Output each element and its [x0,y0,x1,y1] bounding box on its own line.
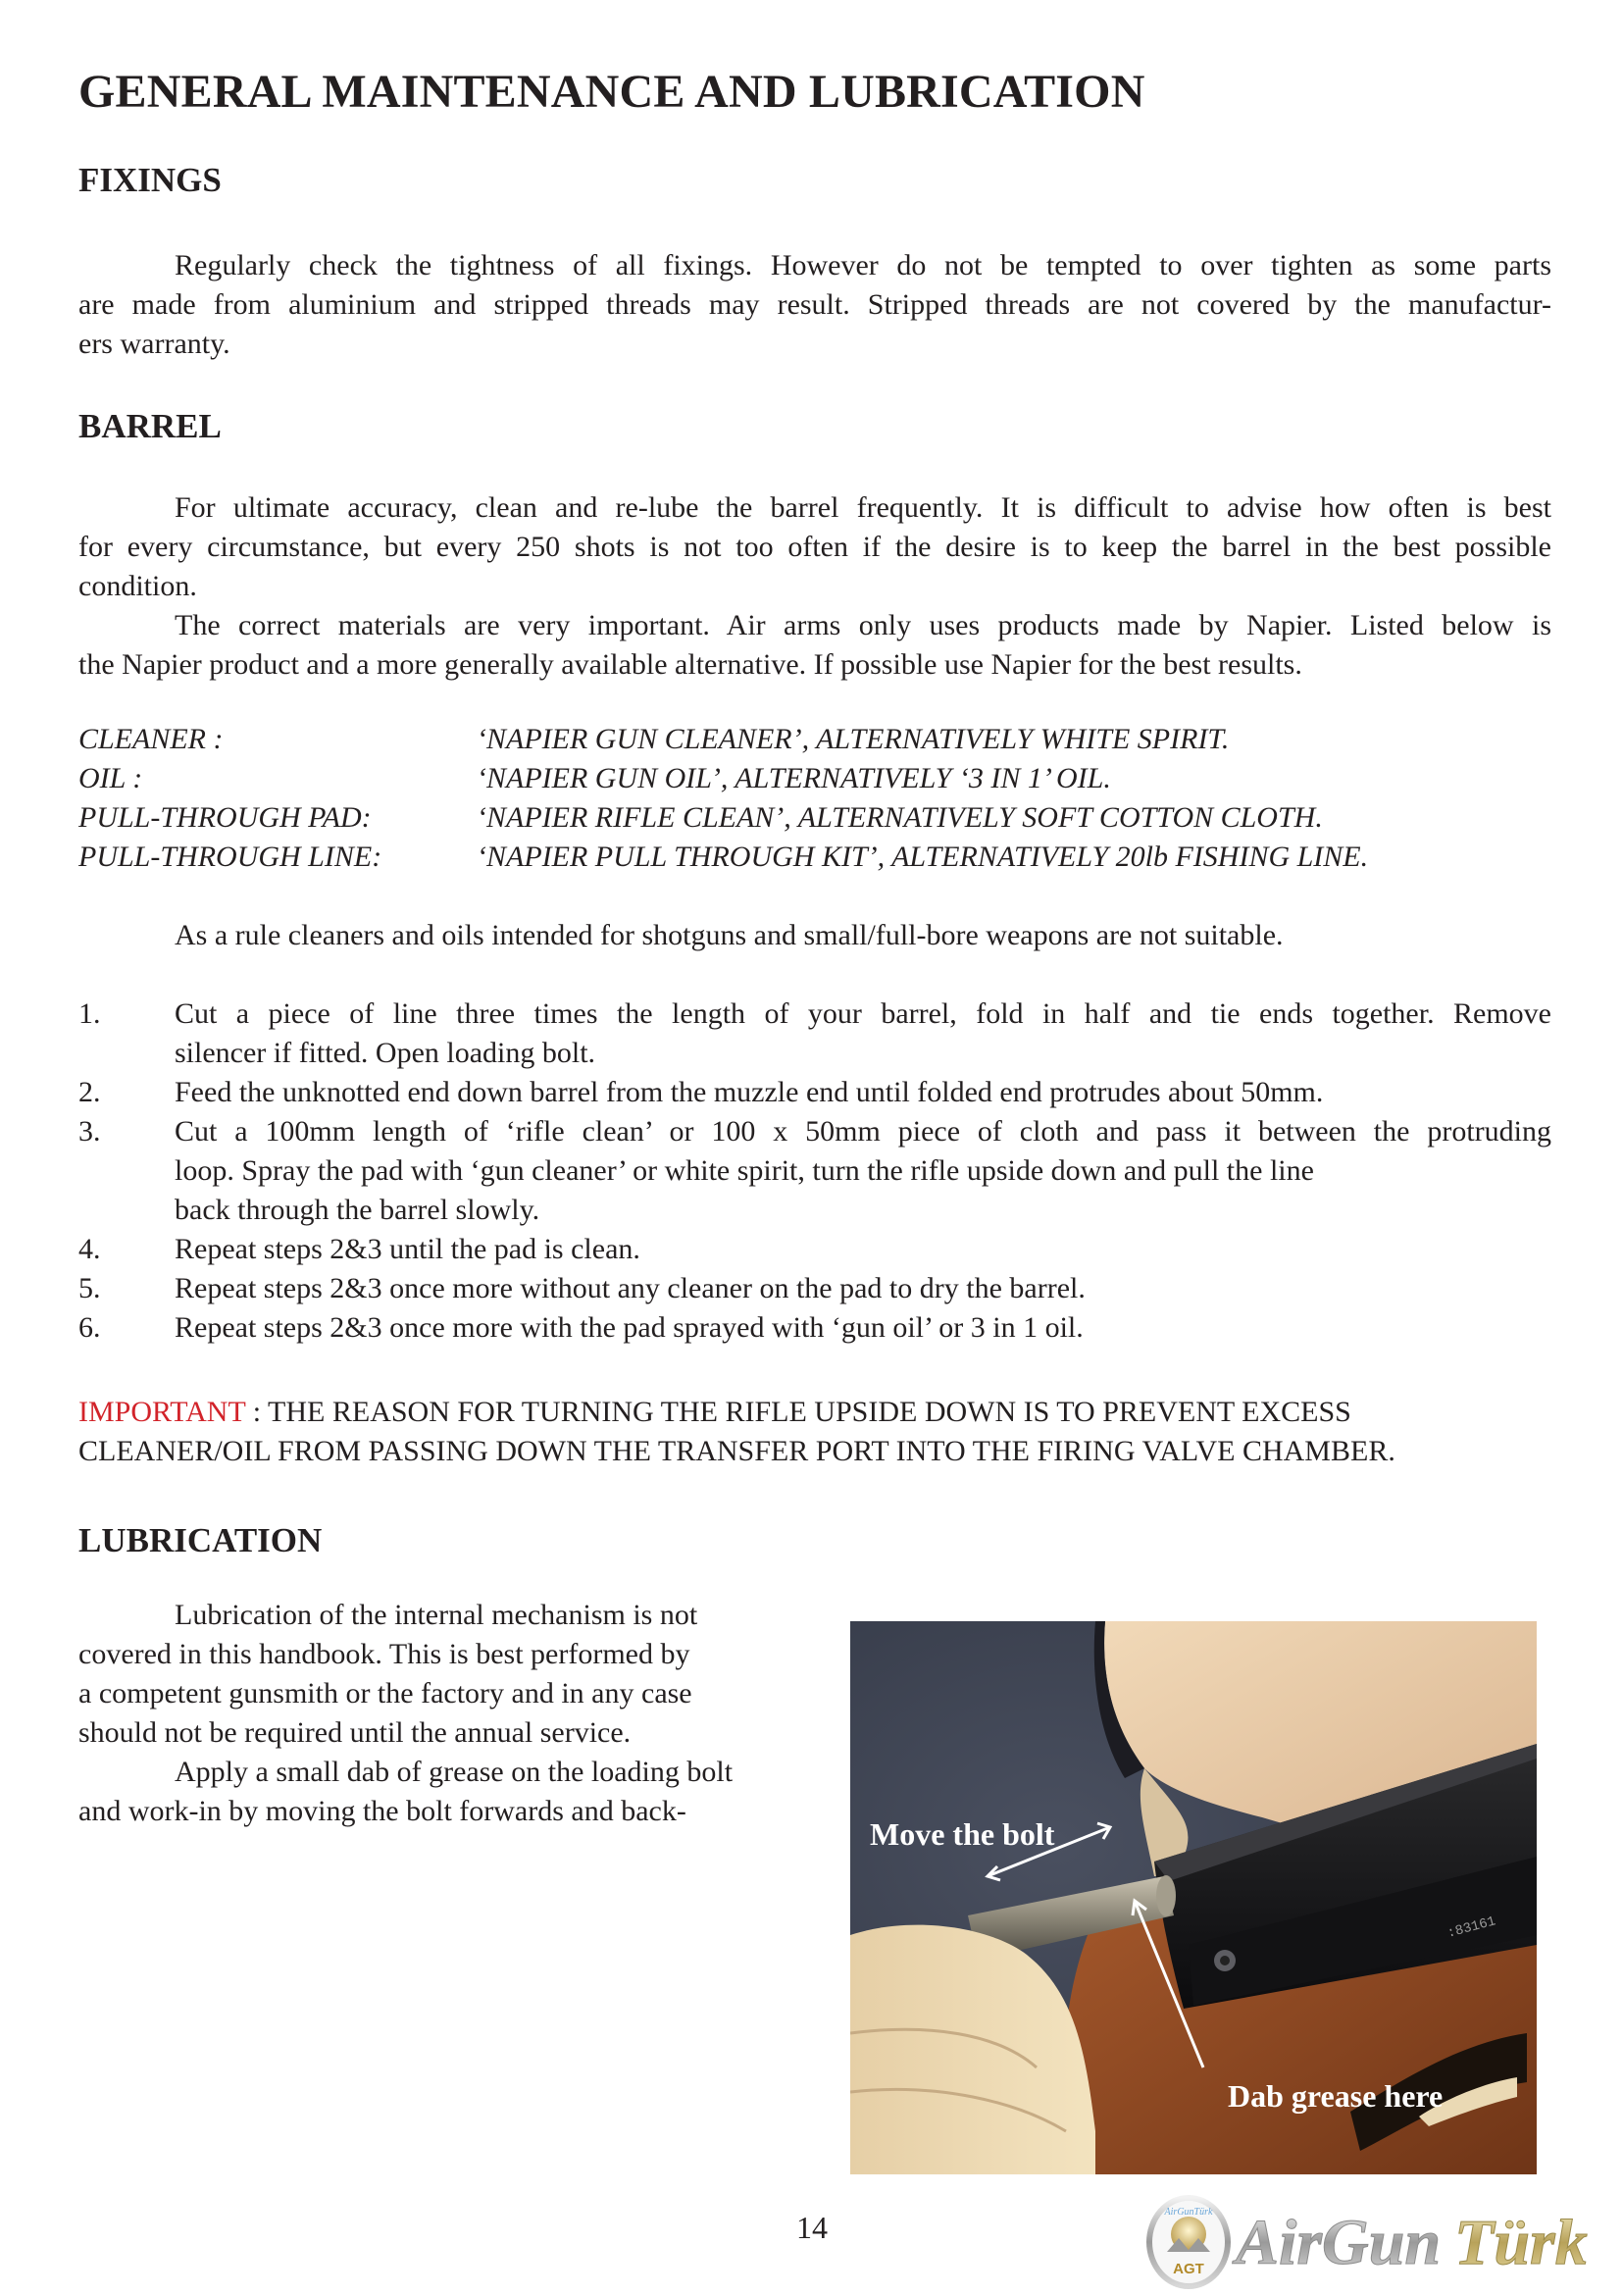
step-number: 1. [78,997,101,1030]
materials-label: OIL : [78,762,143,794]
materials-row-pull-through-line [78,838,1551,877]
step-number: 3. [78,1115,101,1148]
logo-graphic [1145,2193,1614,2291]
text-line: The correct materials are very important. Air arms only uses products made by Napier. Listed below is [175,609,1551,641]
logo-wordmark-turk: Türk [1454,2207,1588,2278]
text-line [78,1393,1551,1432]
step-number: 4. [78,1233,101,1265]
section-heading-fixings: FIXINGS [78,161,222,199]
logo-wordmark-airgun: AirGun [1236,2207,1442,2278]
text-line: are made from aluminium and stripped threads may result. Stripped threads are not covered by the manufactur- [78,288,1551,321]
important-label: IMPORTANT [78,1396,246,1428]
materials-label: PULL-THROUGH PAD: [78,801,372,834]
text-line: Repeat steps 2&3 once more with the pad sprayed with ‘gun oil’ or 3 in 1 oil. [175,1311,1084,1344]
photo-illustration [850,1621,1537,2174]
photo-label-move-bolt: Move the bolt [870,1816,1055,1852]
cleaning-steps-list [78,995,1551,1348]
text-line: As a rule cleaners and oils intended for shotguns and small/full-bore weapons are not suitable. [175,919,1284,951]
section-heading-barrel: BARREL [78,407,222,445]
step-item [78,1112,1551,1230]
logo-initials: AGT [1173,2261,1204,2277]
text-line: CLEANER/OIL FROM PASSING DOWN THE TRANSFER PORT INTO THE FIRING VALVE CHAMBER. [78,1435,1395,1467]
step-item [78,1230,1551,1269]
lubrication-paragraph [78,1596,806,1831]
step-number: 2. [78,1076,101,1108]
text-line: for every circumstance, but every 250 shots is not too often if the desire is to keep the barrel in the best possible [78,531,1551,563]
text-line: condition. [78,570,197,602]
materials-row-cleaner [78,720,1551,759]
text-line: Regularly check the tightness of all fixings. However do not be tempted to over tighten as some parts [175,249,1551,281]
step-item [78,995,1551,1073]
materials-list [78,720,1551,877]
materials-value: ‘NAPIER GUN CLEANER’, ALTERNATIVELY WHITE SPIRIT. [477,723,1230,755]
text-line: loop. Spray the pad with ‘gun cleaner’ or white spirit, turn the rifle upside down and pull the line [175,1154,1314,1187]
text-line: Repeat steps 2&3 once more without any cleaner on the pad to dry the barrel. [175,1272,1086,1304]
text-line: the Napier product and a more generally available alternative. If possible use Napier for the best results. [78,648,1302,681]
step-number: 5. [78,1272,101,1304]
page-number: 14 [796,2210,828,2245]
step-item [78,1308,1551,1348]
serial-number: :83161 [1445,1913,1497,1942]
text-line: and work-in by moving the bolt forwards and back- [78,1795,686,1827]
text-line: covered in this handbook. This is best performed by [78,1638,690,1670]
materials-value: ‘NAPIER GUN OIL’, ALTERNATIVELY ‘3 IN 1’ OIL. [477,762,1111,794]
text-line: back through the barrel slowly. [175,1194,540,1226]
materials-label: CLEANER : [78,723,224,755]
text-line: For ultimate accuracy, clean and re-lube the barrel frequently. It is difficult to advise how often is best [175,491,1551,524]
step-item [78,1073,1551,1112]
important-text: : THE REASON FOR TURNING THE RIFLE UPSIDE DOWN IS TO PREVENT EXCESS [245,1396,1351,1428]
materials-label: PULL-THROUGH LINE: [78,841,382,873]
logo-seal-text: AirGunTürk [1164,2207,1213,2218]
text-line: Lubrication of the internal mechanism is not [175,1599,698,1631]
text-line: Cut a piece of line three times the length of your barrel, fold in half and tie ends together. Remove [175,997,1551,1030]
barrel-paragraph [78,488,1551,685]
text-line: ers warranty. [78,328,230,360]
materials-value: ‘NAPIER RIFLE CLEAN’, ALTERNATIVELY SOFT COTTON CLOTH. [477,801,1323,834]
airgunturk-logo [1145,2193,1614,2291]
materials-row-pull-through-pad [78,798,1551,838]
materials-value: ‘NAPIER PULL THROUGH KIT’, ALTERNATIVELY 20lb FISHING LINE. [477,841,1369,873]
fixings-paragraph [78,246,1551,364]
text-line: Repeat steps 2&3 until the pad is clean. [175,1233,640,1265]
rule-note [78,916,1551,955]
bolt-lubrication-photo [850,1621,1537,2174]
step-number: 6. [78,1311,101,1344]
text-line: a competent gunsmith or the factory and in any case [78,1677,692,1709]
photo-label-dab-grease: Dab grease here [1228,2078,1444,2114]
important-notice [78,1393,1551,1471]
text-line: silencer if fitted. Open loading bolt. [175,1037,596,1069]
text-line: Apply a small dab of grease on the loading bolt [175,1756,734,1788]
text-line: Feed the unknotted end down barrel from the muzzle end until folded end protrudes about 50mm. [175,1076,1324,1108]
section-heading-lubrication: LUBRICATION [78,1521,323,1559]
text-line: should not be required until the annual service. [78,1716,632,1749]
logo-seal [1149,2198,1228,2286]
text-line: Cut a 100mm length of ‘rifle clean’ or 100 x 50mm piece of cloth and pass it between the protruding [175,1115,1551,1148]
step-item [78,1269,1551,1308]
materials-row-oil [78,759,1551,798]
page-title: GENERAL MAINTENANCE AND LUBRICATION [78,66,1145,118]
